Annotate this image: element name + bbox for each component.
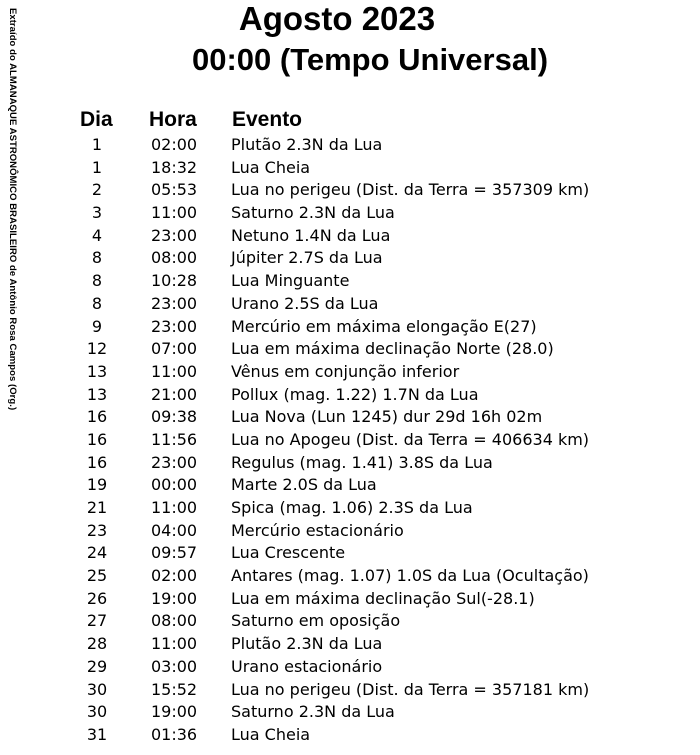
cell-dia: 24 <box>86 543 108 563</box>
cell-dia: 4 <box>91 225 103 245</box>
table-row <box>0 179 700 202</box>
cell-hora: 02:00 <box>151 566 198 586</box>
cell-evento: Lua Cheia <box>231 724 311 744</box>
cell-evento: Saturno em oposição <box>231 611 401 631</box>
table-body <box>0 134 700 747</box>
cell-evento: Netuno 1.4N da Lua <box>231 225 391 245</box>
header-hora: Hora <box>149 108 197 131</box>
table-row <box>0 452 700 475</box>
cell-dia: 12 <box>86 339 108 359</box>
cell-hora: 09:38 <box>151 407 198 427</box>
cell-evento: Saturno 2.3N da Lua <box>231 702 395 722</box>
cell-hora: 05:53 <box>151 180 198 200</box>
table-row <box>0 679 700 702</box>
table-row <box>0 429 700 452</box>
cell-evento: Júpiter 2.7S da Lua <box>231 248 383 268</box>
cell-hora: 04:00 <box>151 520 198 540</box>
cell-dia: 19 <box>86 475 108 495</box>
table-row <box>0 338 700 361</box>
table-row <box>0 701 700 724</box>
table-row <box>0 202 700 225</box>
cell-hora: 23:00 <box>151 225 198 245</box>
cell-dia: 9 <box>91 316 103 336</box>
cell-evento: Regulus (mag. 1.41) 3.8S da Lua <box>231 452 493 472</box>
cell-dia: 21 <box>86 498 108 517</box>
table-row <box>0 474 700 497</box>
cell-dia: 16 <box>86 429 108 449</box>
cell-dia: 8 <box>91 271 103 291</box>
table-row <box>0 497 700 520</box>
header-dia: Dia <box>80 108 113 131</box>
table-row <box>0 520 700 543</box>
cell-hora: 19:00 <box>151 588 198 608</box>
table-row <box>0 406 700 429</box>
events-table <box>0 108 700 747</box>
cell-dia: 25 <box>86 566 108 586</box>
cell-hora: 08:00 <box>151 248 198 268</box>
cell-evento: Lua em máxima declinação Norte (28.0) <box>231 339 554 359</box>
cell-evento: Mercúrio em máxima elongação E(27) <box>231 316 537 336</box>
cell-hora: 10:28 <box>151 271 198 291</box>
page-subtitle: 00:00 (Tempo Universal) <box>191 42 549 77</box>
cell-evento: Lua Nova (Lun 1245) dur 29d 16h 02m <box>231 407 543 427</box>
cell-dia: 13 <box>86 384 108 404</box>
cell-hora: 11:00 <box>151 498 198 517</box>
cell-hora: 15:52 <box>151 679 198 699</box>
table-row <box>0 225 700 248</box>
table-row <box>0 542 700 565</box>
cell-evento: Antares (mag. 1.07) 1.0S da Lua (Ocultação) <box>231 566 589 586</box>
cell-dia: 27 <box>86 611 108 631</box>
table-header <box>0 108 700 134</box>
cell-dia: 31 <box>86 724 108 744</box>
cell-evento: Lua em máxima declinação Sul(-28.1) <box>231 588 535 608</box>
cell-evento: Mercúrio estacionário <box>231 520 404 540</box>
cell-evento: Plutão 2.3N da Lua <box>231 634 383 654</box>
table-row <box>0 247 700 270</box>
cell-dia: 30 <box>86 702 108 722</box>
cell-hora: 19:00 <box>151 702 198 722</box>
cell-dia: 8 <box>91 248 103 268</box>
cell-hora: 23:00 <box>151 293 198 313</box>
cell-evento: Lua Crescente <box>231 543 346 563</box>
cell-evento: Urano estacionário <box>231 656 383 676</box>
table-row <box>0 588 700 611</box>
cell-dia: 23 <box>86 520 108 540</box>
cell-evento: Lua Cheia <box>231 157 311 177</box>
cell-evento: Saturno 2.3N da Lua <box>231 203 395 223</box>
table-row <box>0 384 700 407</box>
cell-hora: 00:00 <box>151 475 198 495</box>
cell-dia: 16 <box>86 407 108 427</box>
table-row <box>0 656 700 679</box>
cell-dia: 13 <box>86 361 108 381</box>
page-title: Agosto 2023 <box>238 0 436 37</box>
table-row <box>0 361 700 384</box>
cell-dia: 26 <box>86 588 108 608</box>
cell-evento: Vênus em conjunção inferior <box>231 361 460 381</box>
table-row <box>0 633 700 656</box>
table-row <box>0 157 700 180</box>
table-row <box>0 316 700 339</box>
cell-hora: 21:00 <box>151 384 198 404</box>
cell-dia: 30 <box>86 679 108 699</box>
cell-evento: Lua no perigeu (Dist. da Terra = 357309 km) <box>231 180 590 200</box>
cell-dia: 29 <box>86 656 108 676</box>
table-row <box>0 724 700 747</box>
cell-dia: 8 <box>91 293 103 313</box>
cell-evento: Plutão 2.3N da Lua <box>231 135 383 154</box>
table-row <box>0 293 700 316</box>
cell-hora: 02:00 <box>151 135 198 154</box>
cell-dia: 3 <box>91 203 103 223</box>
cell-dia: 1 <box>91 135 103 154</box>
header-evento: Evento <box>232 108 303 131</box>
table-row <box>0 270 700 293</box>
table-row <box>0 565 700 588</box>
cell-evento: Urano 2.5S da Lua <box>231 293 379 313</box>
cell-hora: 11:00 <box>151 203 198 223</box>
cell-dia: 1 <box>91 157 103 177</box>
cell-evento: Lua no perigeu (Dist. da Terra = 357181 km) <box>231 679 590 699</box>
source-note-text: Extraído do ALMANAQUE ASTRONÔMICO BRASILEIRO de Antônio Rosa Campos (Org.) <box>7 8 18 411</box>
cell-hora: 23:00 <box>151 452 198 472</box>
cell-evento: Pollux (mag. 1.22) 1.7N da Lua <box>231 384 479 404</box>
cell-hora: 18:32 <box>151 157 198 177</box>
cell-evento: Marte 2.0S da Lua <box>231 475 377 495</box>
cell-hora: 08:00 <box>151 611 198 631</box>
cell-hora: 11:00 <box>151 361 198 381</box>
cell-hora: 23:00 <box>151 316 198 336</box>
cell-evento: Lua no Apogeu (Dist. da Terra = 406634 km) <box>231 429 590 449</box>
cell-hora: 07:00 <box>151 339 198 359</box>
cell-hora: 01:36 <box>151 724 198 744</box>
cell-dia: 2 <box>91 180 103 200</box>
cell-evento: Lua Minguante <box>231 271 350 291</box>
cell-hora: 03:00 <box>151 656 198 676</box>
cell-hora: 11:00 <box>151 634 198 654</box>
cell-evento: Spica (mag. 1.06) 2.3S da Lua <box>231 498 473 517</box>
cell-hora: 11:56 <box>151 429 198 449</box>
cell-dia: 16 <box>86 452 108 472</box>
cell-dia: 28 <box>86 634 108 654</box>
table-row <box>0 610 700 633</box>
cell-hora: 09:57 <box>151 543 198 563</box>
table-row <box>0 134 700 157</box>
